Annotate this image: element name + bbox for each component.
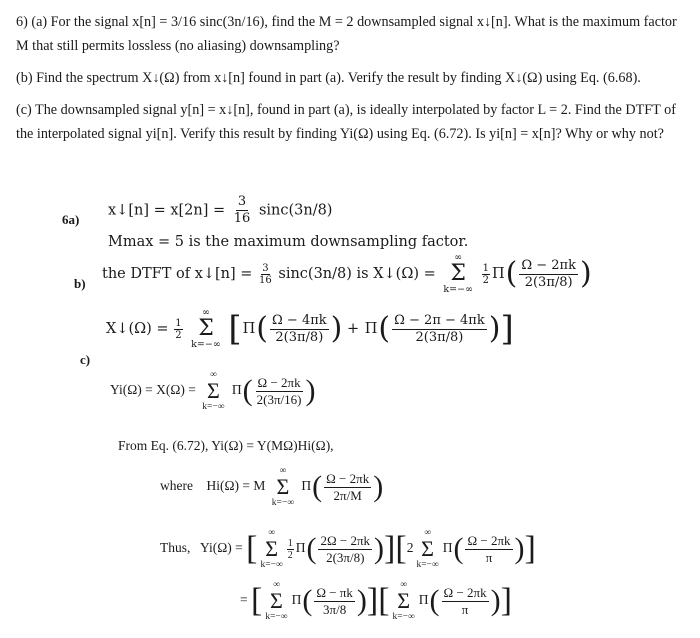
sum-lower: k=−∞ [202, 402, 225, 412]
bracket-close: ] [366, 582, 379, 619]
solution-b-pi-num: Ω − 2πk [521, 257, 576, 273]
solution-a-max: Mmax = 5 is the maximum downsampling factor. [108, 234, 469, 250]
solution-c-where: where [160, 478, 193, 494]
pi-operator: Π [442, 540, 453, 556]
sum-upper: ∞ [268, 528, 275, 538]
bracket-close: ] [524, 530, 536, 567]
solution-c-hi-lhs: Hi(Ω) = M [206, 478, 266, 494]
solution-c-f2-arg [442, 585, 489, 618]
solution-b-sum [443, 253, 473, 295]
paren-close: ) [579, 256, 592, 291]
bracket-close: ] [500, 582, 512, 619]
solution-c-f2-num: Ω − 2πk [443, 584, 487, 600]
solution-c-t2-arg [465, 533, 512, 566]
solution-a-rhs: sinc(3n/8) [258, 202, 333, 219]
sum-upper: ∞ [210, 370, 217, 380]
paren-close: ) [514, 532, 525, 565]
solution-c-from: From Eq. (6.72), Yi(Ω) = Y(MΩ)Hi(Ω), [118, 438, 334, 453]
solution-c-pi-num: Ω − 2πk [257, 374, 301, 390]
paren-open: ( [453, 532, 464, 565]
solution-b-line1 [102, 253, 592, 295]
solution-a-lhs: x↓[n] = x[2n] = [108, 202, 226, 219]
solution-b-pi-den: 2(3π/8) [524, 274, 573, 290]
solution-b-half [482, 263, 490, 286]
bracket-close: ] [500, 309, 514, 349]
sum-upper: ∞ [454, 252, 463, 263]
bracket-close: ] [384, 530, 396, 567]
pi-operator: Π [364, 321, 378, 337]
paren-close: ) [488, 311, 501, 346]
solution-c-pi-arg [255, 375, 304, 408]
paren-open: ( [256, 311, 269, 346]
solution-b-line2 [106, 308, 514, 350]
plus-sign: + [346, 321, 360, 337]
solution-b-coef-den: 16 [259, 274, 272, 286]
sum-lower: k=−∞ [392, 612, 415, 622]
solution-a-tag: 6a) [62, 212, 80, 227]
solution-c-hi-den: 2π/M [333, 487, 362, 503]
equals-sign: = [240, 592, 248, 608]
pi-operator: Π [301, 478, 312, 494]
bracket-open: [ [228, 309, 242, 349]
sum-upper: ∞ [202, 307, 210, 318]
solution-b-mid: sinc(3n/8) is X↓(Ω) = [278, 266, 436, 282]
solution-c-final-line [240, 580, 512, 622]
solution-c-lhs: Yi(Ω) = X(Ω) = [110, 382, 196, 398]
solution-c-t1-den: 2(3π/8) [326, 549, 365, 565]
sum-upper: ∞ [279, 466, 287, 476]
sum-upper: ∞ [273, 580, 280, 590]
solution-c-f1-num: Ω − πk [316, 584, 353, 600]
sigma-symbol: Σ [265, 536, 279, 561]
solution-b2-pi1-arg [270, 313, 329, 346]
paren-open: ( [302, 584, 313, 617]
pi-operator: Π [242, 321, 256, 337]
paren-close: ) [490, 584, 501, 617]
solution-c-t2-sum [416, 528, 438, 570]
paren-close: ) [305, 374, 316, 407]
bracket-open: [ [395, 530, 407, 567]
paren-open: ( [505, 256, 518, 291]
solution-a-coef-den: 16 [233, 211, 251, 226]
solution-c-sum [202, 370, 224, 412]
solution-b2-pi1-num: Ω − 4πk [272, 312, 327, 328]
solution-b2-pi2-arg [392, 313, 487, 346]
sum-lower: k=−∞ [260, 560, 283, 570]
solution-c-f2-sum [393, 580, 415, 622]
solution-c-thus-line [160, 528, 536, 570]
solution-a-coef [232, 194, 253, 227]
solution-c-tag: c) [80, 352, 91, 367]
sum-lower: k=−∞ [265, 612, 288, 622]
solution-c-t1-sum [260, 528, 282, 570]
solution-c-f2-den: π [461, 601, 469, 617]
bracket-open: [ [251, 582, 263, 619]
two-factor: 2 [406, 540, 414, 556]
problem-part-b [16, 66, 688, 90]
sigma-symbol: Σ [397, 588, 411, 613]
pi-operator: Π [291, 592, 302, 608]
problem-part-a-text: 6) (a) For the signal x[n] = 3/16 sinc(3n/16), find the M = 2 downsampled signal x↓[n]. What is the maximum factor M that still permits lossless (no aliasing) downsampling? [16, 14, 677, 54]
solution-b-coef [258, 263, 273, 286]
solution-b-pi-arg [519, 258, 578, 291]
sum-lower: k=−∞ [443, 284, 473, 295]
sigma-symbol: Σ [198, 316, 214, 341]
bracket-open: [ [378, 582, 390, 619]
sigma-symbol: Σ [450, 261, 466, 286]
solution-a-line [108, 194, 332, 227]
sum-lower: k=−∞ [271, 498, 295, 508]
solution-c-thus-lhs: Yi(Ω) = [200, 540, 243, 556]
paren-open: ( [242, 374, 253, 407]
solution-b2-pi1-den: 2(3π/8) [275, 329, 324, 345]
sigma-symbol: Σ [207, 378, 220, 403]
paren-open: ( [378, 311, 391, 346]
pi-operator: Π [418, 592, 429, 608]
half-den: 2 [482, 274, 489, 286]
problem-part-b-text: (b) Find the spectrum X↓(Ω) from x↓[n] found in part (a). Verify the result by finding X↓(Ω) using Eq. (6.68). [16, 70, 641, 86]
sum-lower: k=−∞ [416, 560, 439, 570]
solution-c-hi-num: Ω − 2πk [326, 470, 370, 486]
solution-c-t1-half [287, 538, 294, 561]
half-num: 1 [175, 317, 182, 329]
problem-part-a [16, 10, 688, 58]
paren-close: ) [356, 584, 367, 617]
solution-c-f1-sum [265, 580, 287, 622]
problem-part-c-text: (c) The downsampled signal y[n] = x↓[n], found in part (a), is ideally interpolated by factor L = 2. Find the DTFT of the interpolated signal yi[n]. Verify this result by finding Yi(Ω) using Eq. (6.72). Is yi[n] = x[n]? Why or why not? [16, 102, 676, 142]
pi-operator: Π [491, 266, 505, 282]
solution-b2-sum [191, 308, 221, 350]
paren-close: ) [373, 470, 384, 503]
solution-c-f1-den: 3π/8 [323, 601, 347, 617]
sum-upper: ∞ [400, 580, 408, 590]
half-den: 2 [287, 549, 293, 561]
solution-b2-lhs: X↓(Ω) = [106, 321, 169, 337]
sum-upper: ∞ [424, 528, 431, 538]
paren-close: ) [330, 311, 343, 346]
solution-c-t1-arg [318, 533, 372, 566]
solution-a-coef-num: 3 [237, 194, 247, 209]
solution-c-hi-sum [272, 466, 294, 508]
solution-c-hi-line [160, 466, 383, 508]
pi-operator: Π [295, 540, 306, 556]
paren-open: ( [429, 584, 440, 617]
solution-c-thus: Thus, [160, 540, 191, 556]
solution-c-pi-den: 2(3π/16) [256, 391, 302, 407]
paren-open: ( [306, 532, 317, 565]
sigma-symbol: Σ [270, 588, 283, 613]
solution-c-t1-num: 2Ω − 2πk [320, 532, 371, 548]
half-num: 1 [482, 262, 489, 274]
solution-b-intro: the DTFT of x↓[n] = [102, 266, 253, 282]
paren-open: ( [312, 470, 323, 503]
solution-c-line1 [110, 370, 316, 412]
solution-c-f1-arg [314, 585, 355, 618]
paren-close: ) [374, 532, 385, 565]
solution-c-hi-arg [324, 471, 371, 504]
problem-part-c [16, 98, 688, 146]
sigma-symbol: Σ [421, 536, 434, 561]
pi-operator: Π [231, 382, 242, 398]
solution-b2-pi2-num: Ω − 2π − 4πk [394, 312, 485, 328]
solution-b-coef-num: 3 [262, 262, 269, 274]
bracket-open: [ [246, 530, 258, 567]
solution-c-t2-num: Ω − 2πk [467, 532, 511, 548]
solution-b2-pi2-den: 2(3π/8) [415, 329, 464, 345]
solution-b2-half [174, 318, 182, 341]
half-num: 1 [287, 537, 293, 549]
solution-b-tag: b) [74, 276, 86, 291]
sum-lower: k=−∞ [191, 339, 221, 350]
sigma-symbol: Σ [276, 474, 290, 499]
solution-c-t2-den: π [485, 549, 493, 565]
half-den: 2 [175, 329, 182, 341]
